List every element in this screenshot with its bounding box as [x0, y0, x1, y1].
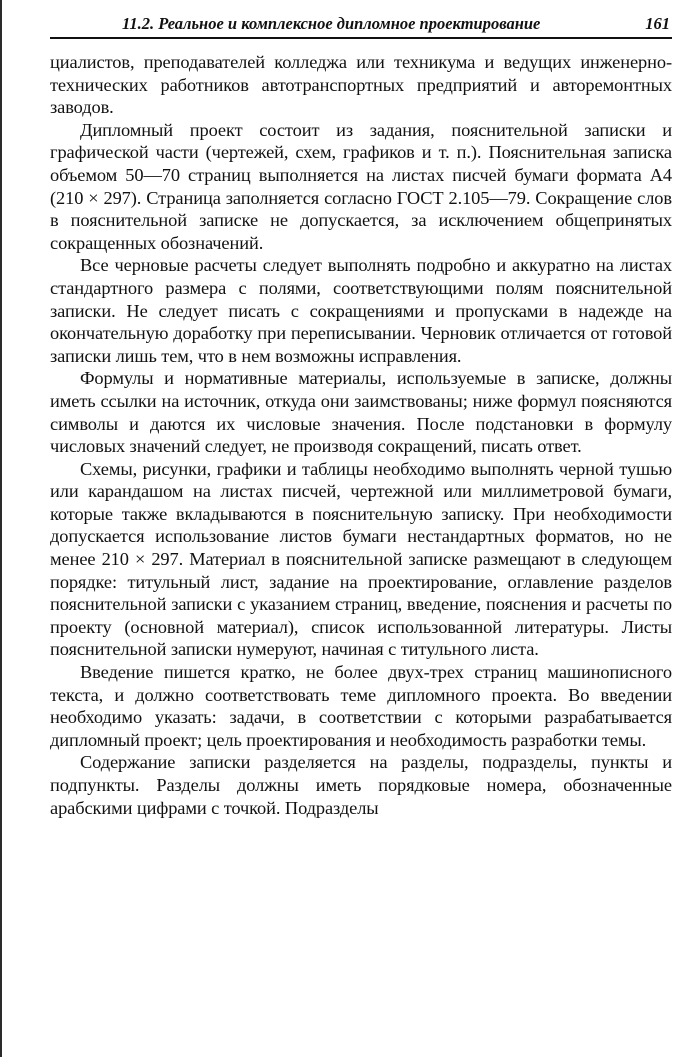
- paragraph-introduction: Введение пишется кратко, не более двух-трех страниц машинописного текста, и должно соответствовать теме дипломного проекта. Во введении необходимо указать: задачи, в соответствии с которыми разрабатывается дипломный проект; цель проектирования и необходимость разработки темы.: [50, 662, 672, 750]
- running-title: 11.2. Реальное и комплексное дипломное проектирование: [122, 14, 541, 33]
- running-header: [50, 14, 672, 39]
- paragraph-continuation: циалистов, преподавателей колледжа или техникума и ведущих инженерно-технических работников автотранспортных предприятий и авторемонтных заводов.: [50, 52, 672, 118]
- body-text: [50, 51, 672, 819]
- book-page: [50, 14, 672, 819]
- page-number: 161: [645, 14, 670, 33]
- paragraph-project-structure: Дипломный проект состоит из задания, пояснительной записки и графической части (чертежей, схем, графиков и т. п.). Пояснительная записка объемом 50—70 страниц выполняется на листах писчей бумаги формата А4 (210 × 297). Страница заполняется согласно ГОСТ 2.105—79. Сокращение слов в пояснительной записке не допускается, за исключением общепринятых сокращенных обозначений.: [50, 119, 672, 253]
- paragraph-content-sections: Содержание записки разделяется на разделы, подразделы, пункты и подпункты. Разделы должны иметь порядковые номера, обозначенные арабскими цифрами с точкой. Подразделы: [50, 752, 672, 818]
- paragraph-formulas: Формулы и нормативные материалы, используемые в записке, должны иметь ссылки на источник, откуда они заимствованы; ниже формул поясняются символы и даются их числовые значения. После подстановки в формулу числовых значений следует, не производя сокращений, писать ответ.: [50, 368, 672, 457]
- paragraph-schemes-drawings: Схемы, рисунки, графики и таблицы необходимо выполнять черной тушью или карандашом на листах писчей, чертежной или миллиметровой бумаги, которые также вкладываются в пояснительную записку. При необходимости допускается использование листов бумаги нестандартных форматов, но не менее 210 × 297. Материал в пояснительной записке размещают в следующем порядке: титульный лист, задание на проектирование, оглавление разделов пояснительной записки с указанием страниц, введение, пояснения и расчеты по проекту (основной материал), список использованной литературы. Листы пояснительной записки нумеруют, начиная с титульного листа.: [50, 458, 672, 660]
- paragraph-draft-calculations: Все черновые расчеты следует выполнять подробно и аккуратно на листах стандартного размера с полями, соответствующими полям пояснительной записки. Не следует писать с сокращениями и пропусками в надежде на окончательную доработку при переписывании. Черновик отличается от готовой записки лишь тем, что в нем возможны исправления.: [50, 255, 672, 366]
- page-edge-rule: [0, 0, 2, 1057]
